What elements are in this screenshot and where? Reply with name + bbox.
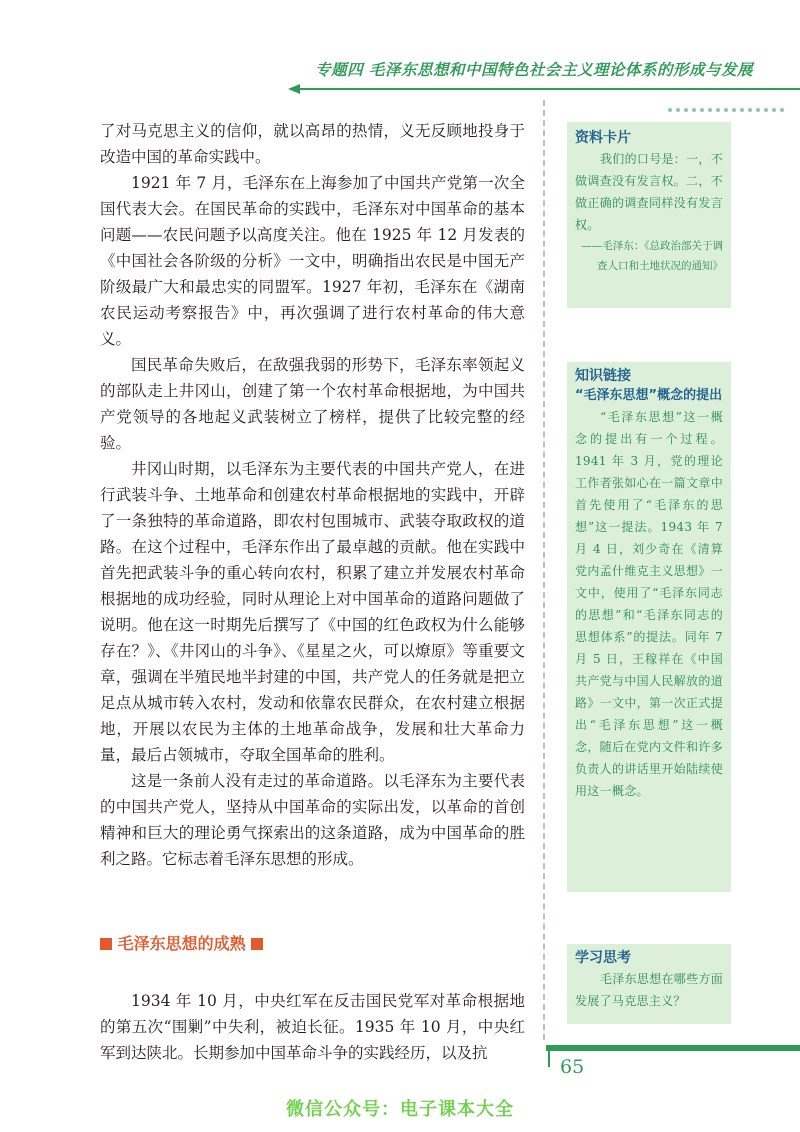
card-title: 知识链接: [575, 368, 631, 384]
footer-bar: [546, 1045, 800, 1051]
page-number: 65: [560, 1056, 585, 1078]
header-rule: [296, 88, 800, 90]
card-text: “毛泽东思想”这一概念的提出有一个过程。1941 年 3 月，党的理论工作者张如心在一篇文章中首先使用了“毛泽东的思想”这一提法。1943 年 7 月 4 日，刘少奇在《清算党内孟什维克主义思想》一文中，使用了“毛泽东同志的思想”和“毛泽东同志的思想体系”的提法。同年 7 月 5 日，王稼祥在《中国共产党与中国人民解放的道路》一文中，第一次正式提出“毛泽东思想”这一概念，随后在党内文件和许多负责人的讲话里开始陆续使用这一概念。: [575, 410, 723, 798]
info-card-study-thinking: [567, 944, 731, 1024]
card-source: ——毛泽东：《总政治部关于调查人口和土地状况的通知》: [581, 240, 723, 272]
paragraph: 国民革命失败后，在敌强我弱的形势下，毛泽东率领起义的部队走上井冈山，创建了第一个农村革命根据地，为中国共产党领导的各地起义武装树立了榜样，提供了比较完整的经验。: [100, 356, 525, 452]
square-bullet-icon: [100, 938, 112, 950]
footer-tick: [548, 1051, 550, 1067]
square-bullet-icon: [251, 938, 263, 950]
paragraph: 1921 年 7 月，毛泽东在上海参加了中国共产党第一次全国代表大会。在国民革命的实践中，毛泽东对中国革命的基本问题——农民问题予以高度关注。他在 1925 年 12 月发表的《中国社会各阶级的分析》一文中，明确指出农民是中国无产阶级最广大和最忠实的同盟军。1927 年初，毛泽东在《湖南农民运动考察报告》中，再次强调了进行农村革命的伟大意义。: [100, 174, 525, 348]
watermark: 微信公众号：电子课本大全: [286, 1099, 514, 1120]
card-body: [575, 968, 723, 1012]
section-heading-text: 毛泽东思想的成熟: [117, 934, 246, 953]
paragraph: 了对马克思主义的信仰，就以高昂的热情，义无反顾地投身于改造中国的革命实践中。: [100, 122, 525, 166]
paragraph: 井冈山时期，以毛泽东为主要代表的中国共产党人，在进行武装斗争、土地革命和创建农村革命根据地的实践中，开辟了一条独特的革命道路，即农村包围城市、武装夺取政权的道路。在这个过程中，毛泽东作出了最卓越的贡献。他在实践中首先把武装斗争的重心转向农村，积累了建立并发展农村革命根据地的成功经验，同时从理论上对中国革命的道路问题做了说明。他在这一时期先后撰写了《中国的红色政权为什么能够存在？》、《井冈山的斗争》、《星星之火，可以燎原》等重要文章，强调在半殖民地半封建的中国，共产党人的任务就是把立足点从城市转入农村，发动和依靠农民群众，在农村建立根据地，开展以农民为主体的土地革命战争，发展和壮大革命力量，最后占领城市，夺取全国革命的胜利。: [100, 460, 525, 764]
section-text: [100, 988, 525, 1066]
card-title: 学习思考: [575, 950, 631, 966]
card-text: 我们的口号是：一，不做调查没有发言权。二，不做正确的调查同样没有发言权。: [575, 152, 724, 232]
card-body: [575, 406, 723, 802]
info-card-knowledge-link: [567, 362, 731, 892]
card-body: [575, 148, 723, 236]
header-dots: [668, 97, 788, 116]
card-title: 资料卡片: [575, 130, 631, 146]
card-text: 毛泽东思想在哪些方面发展了马克思主义？: [575, 972, 724, 1008]
paragraph: 这是一条前人没有走过的革命道路。以毛泽东为主要代表的中国共产党人，坚持从中国革命的实际出发，以革命的首创精神和巨大的理论勇气探索出的这条道路，成为中国革命的胜利之路。它标志着毛泽东思想的形成。: [100, 772, 525, 868]
column-divider: [543, 100, 545, 1040]
paragraph: 1934 年 10 月，中央红军在反击国民党军对革命根据地的第五次“围剿”中失利，被迫长征。1935 年 10 月，中央红军到达陕北。长期参加中国革命斗争的实践经历，以及抗: [100, 992, 525, 1062]
chapter-header-title: 专题四 毛泽东思想和中国特色社会主义理论体系的形成与发展: [315, 61, 753, 79]
section-heading: [100, 931, 263, 954]
main-text-column: [100, 118, 525, 872]
card-subtitle: “毛泽东思想”概念的提出: [575, 388, 723, 403]
info-card-data: [567, 122, 731, 308]
